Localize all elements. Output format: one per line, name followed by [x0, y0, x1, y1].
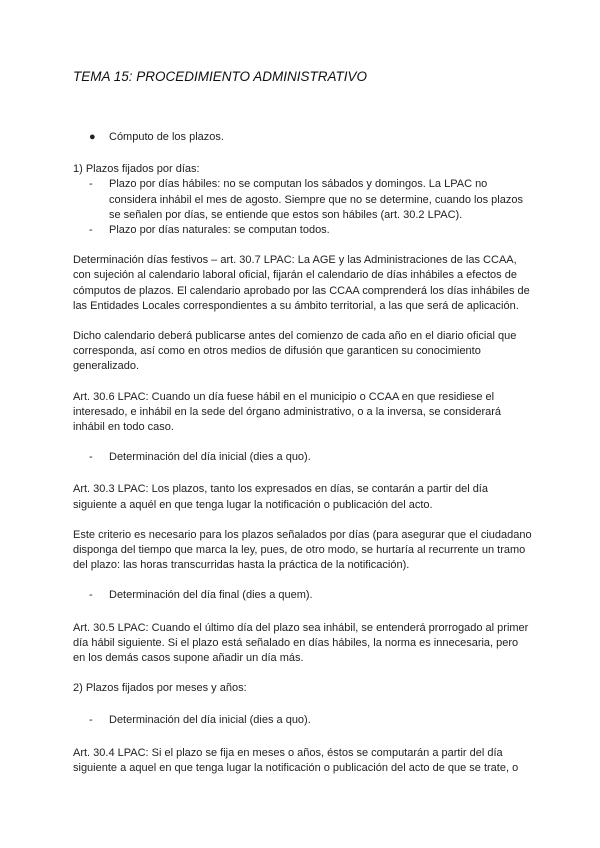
bullet-text: Cómputo de los plazos. [109, 131, 224, 143]
dash-icon: - [89, 451, 93, 464]
paragraph-festivos: Determinación días festivos – art. 30.7 LPAC: La AGE y las Administraciones de las CCAA, con sujeción al calendario laboral oficial, fijarán el calendario de días inhábiles a efectos de cómputos de plazos. El calendario aprobado por las CCAA comprenderá los días inhábiles de las Entidades Locales correspondientes a su ámbito territorial, a las que será de aplicación. [73, 254, 530, 312]
list-item-dia-inicial-2 [73, 713, 533, 728]
list-item-text: Plazo por días naturales: se computan todos. [109, 224, 330, 237]
paragraph-art-30-6: Art. 30.6 LPAC: Cuando un día fuese hábil en el municipio o CCAA en que residiese el interesado, e inhábil en la sede del órgano administrativo, o a la inversa, se considerará inhábil en todo caso. [73, 390, 502, 434]
list-item-text: Determinación del día inicial (dies a quo). [109, 451, 311, 464]
list-item-dia-final [73, 588, 533, 603]
list-item [73, 223, 533, 238]
bullet-item [73, 130, 533, 145]
section1-list [73, 177, 533, 238]
paragraph-art-30-3: Art. 30.3 LPAC: Los plazos, tanto los expresados en días, se contarán a partir del día siguiente a aquél en que tenga lugar la notificación o publicación del acto. [73, 483, 488, 511]
document-page [73, 68, 533, 791]
dash-icon: - [89, 589, 93, 602]
list-item-dia-inicial [73, 450, 533, 465]
section1-heading: 1) Plazos fijados por días: [73, 163, 200, 176]
bullet-dot-icon: ● [89, 131, 96, 143]
paragraph-calendario: Dicho calendario deberá publicarse antes del comienzo de cada año en el diario oficial que corresponda, así como en otros medios de difusión que garanticen su conocimiento generalizado. [73, 330, 517, 373]
dash-icon: - [89, 224, 93, 237]
list-item-text: Determinación del día inicial (dies a quo). [109, 714, 311, 727]
paragraph-criterio: Este criterio es necesario para los plazos señalados por días (para asegurar que el ciudadano disponga del tiempo que marca la ley, pues, de otro modo, se hurtaría al recurrente un tramo del plazo: las horas transcurridas hasta la práctica de la notificación). [73, 528, 532, 572]
list-item-text: Plazo por días hábiles: no se computan los sábados y domingos. La LPAC no considera inhábil el mes de agosto. Siempre que no se determine, cuando los plazos se señalen por días, se entiende que estos son hábiles (art. 30.2 LPAC). [109, 178, 523, 221]
section2-heading: 2) Plazos fijados por meses y años: [73, 682, 247, 695]
dash-icon: - [89, 714, 93, 727]
list-item [73, 177, 533, 223]
dash-icon: - [89, 178, 93, 191]
paragraph-art-30-4: Art. 30.4 LPAC: Si el plazo se fija en meses o años, éstos se computarán a partir del día siguiente a aquel en que tenga lugar la notificación o publicación del acto de que se trate, o [73, 746, 519, 774]
page-title: TEMA 15: PROCEDIMIENTO ADMINISTRATIVO [73, 69, 368, 84]
paragraph-art-30-5: Art. 30.5 LPAC: Cuando el último día del plazo sea inhábil, se entenderá prorrogado al primer día hábil siguiente. Si el plazo está señalado en días hábiles, la norma es innecesaria, pero en los demás casos supone añadir un día más. [73, 621, 529, 665]
list-item-text: Determinación del día final (dies a quem). [109, 589, 313, 602]
